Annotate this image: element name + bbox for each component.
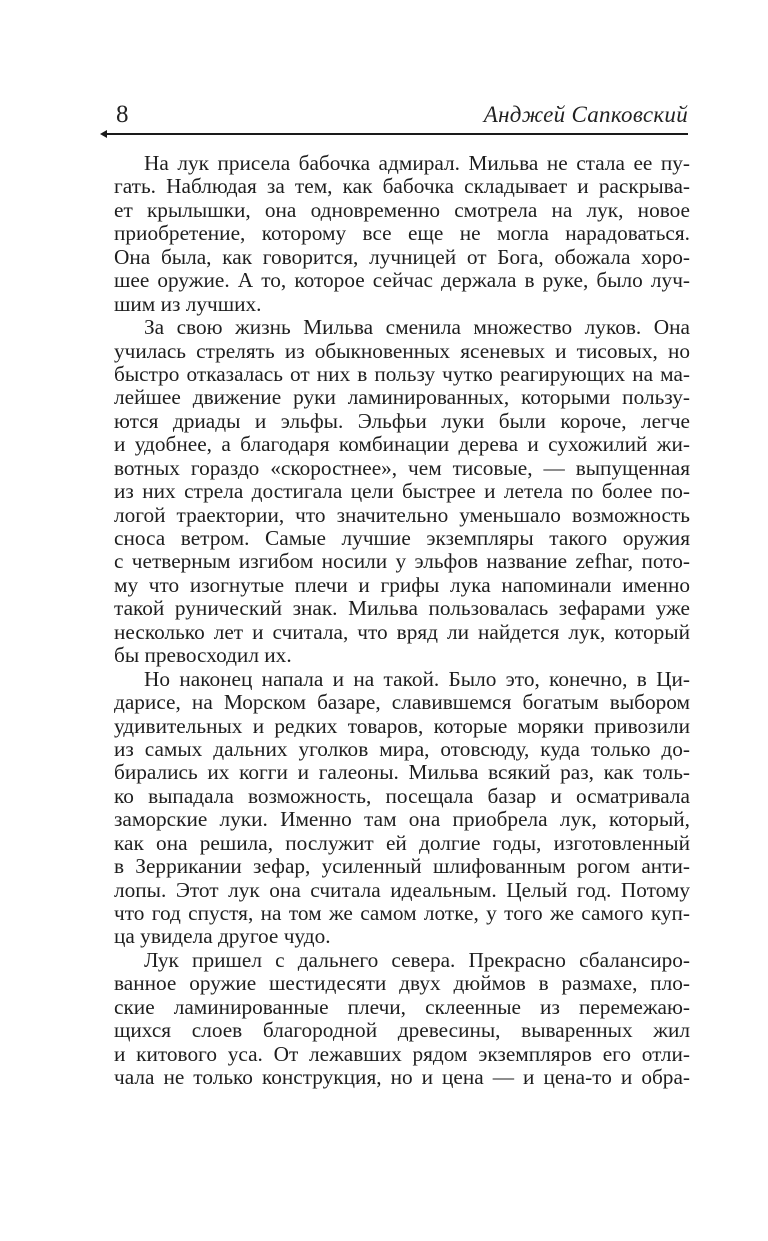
text-line: бирались их когги и галеоны. Мильва всякий раз, как толь- [114, 760, 690, 785]
text-line: му что изогнутые плечи и грифы лука напоминали именно [114, 572, 690, 597]
text-line: заморские луки. Именно там она приобрела лук, который, [114, 807, 690, 832]
text-line: шим из лучших. [114, 291, 262, 316]
text-line: бы превосходил их. [114, 643, 292, 668]
text-line: вотных гораздо «скоростнее», чем тисовые, — выпущенная [114, 455, 690, 480]
text-line: такой рунический знак. Мильва пользовалась зефарами уже [114, 596, 690, 621]
text-line: логой траектории, что значительно уменьшало возможность [114, 502, 690, 527]
text-line: Лук пришел с дальнего севера. Прекрасно сбалансиро- [144, 947, 690, 972]
text-line: гать. Наблюдая за тем, как бабочка складывает и раскрыва- [114, 174, 690, 199]
text-line: сноса ветром. Самые лучшие экземпляры такого оружия [114, 526, 690, 550]
text-line: быстро отказалась от них в пользу чутко реагирующих на ма- [114, 361, 690, 386]
text-line: лопы. Этот лук она считала идеальным. Целый год. Потому [114, 877, 690, 902]
text-line: ца увидела другое чудо. [114, 924, 331, 949]
text-line: приобретение, которому все еще не могла нарадоваться. [114, 221, 690, 246]
text-line: и китового уса. От лежавших рядом экземпляров его отли- [114, 1041, 690, 1066]
text-line: с четверным изгибом носили у эльфов название zefhar, пото- [114, 549, 690, 574]
body-text [114, 152, 690, 1090]
text-line: щихся слоев благородной древесины, вываренных жил [114, 1018, 690, 1043]
text-line: что год спустя, на том же самом лотке, у того же самого куп- [114, 901, 690, 925]
text-line: из самых дальних уголков мира, отовсюду, куда только до- [114, 736, 690, 761]
page-number: 8 [116, 101, 129, 128]
text-line: Она была, как говорится, лучницей от Бога, обожала хоро- [114, 244, 690, 269]
text-line: ются дриады и эльфы. Эльфьи луки были короче, легче [114, 408, 690, 433]
text-line: и удобнее, а благодаря комбинации дерева и сухожилий жи- [114, 432, 690, 457]
header-rule [104, 133, 688, 135]
text-line: несколько лет и считала, что вряд ли найдется лук, который [114, 619, 690, 644]
text-line: ванное оружие шестидесяти двух дюймов в размахе, пло- [114, 971, 690, 996]
text-line: ет крылышки, она одновременно смотрела на лук, новое [114, 197, 690, 222]
text-line: На лук присела бабочка адмирал. Мильва не стала ее пу- [144, 151, 690, 175]
running-title-author: Анджей Сапковский [483, 102, 688, 127]
text-line: училась стрелять из обыкновенных ясеневых и тисовых, но [114, 338, 690, 363]
text-line: дарисе, на Морском базаре, славившемся богатым выбором [114, 690, 690, 715]
text-line: шее оружие. А то, которое сейчас держала в руке, было луч- [114, 268, 690, 293]
text-line: ские ламинированные плечи, склеенные из перемежаю- [114, 994, 690, 1019]
text-line: За свою жизнь Мильва сменила множество луков. Она [144, 315, 690, 340]
text-line: в Зеррикании зефар, усиленный шлифованным рогом анти- [114, 854, 690, 879]
text-line: удивительных и редких товаров, которые моряки привозили [114, 713, 690, 738]
text-line: Но наконец напала и на такой. Было это, конечно, в Ци- [144, 666, 690, 691]
text-line: чала не только конструкция, но и цена — и цена-то и обра- [114, 1065, 690, 1090]
text-line: как она решила, послужит ей долгие годы, изготовленный [114, 830, 690, 855]
text-line: из них стрела достигала цели быстрее и летела по более по- [114, 479, 690, 504]
text-line: ко выпадала возможность, посещала базар и осматривала [114, 783, 690, 808]
text-line: лейшее движение руки ламинированных, которыми пользу- [114, 385, 690, 410]
running-head [108, 96, 688, 128]
